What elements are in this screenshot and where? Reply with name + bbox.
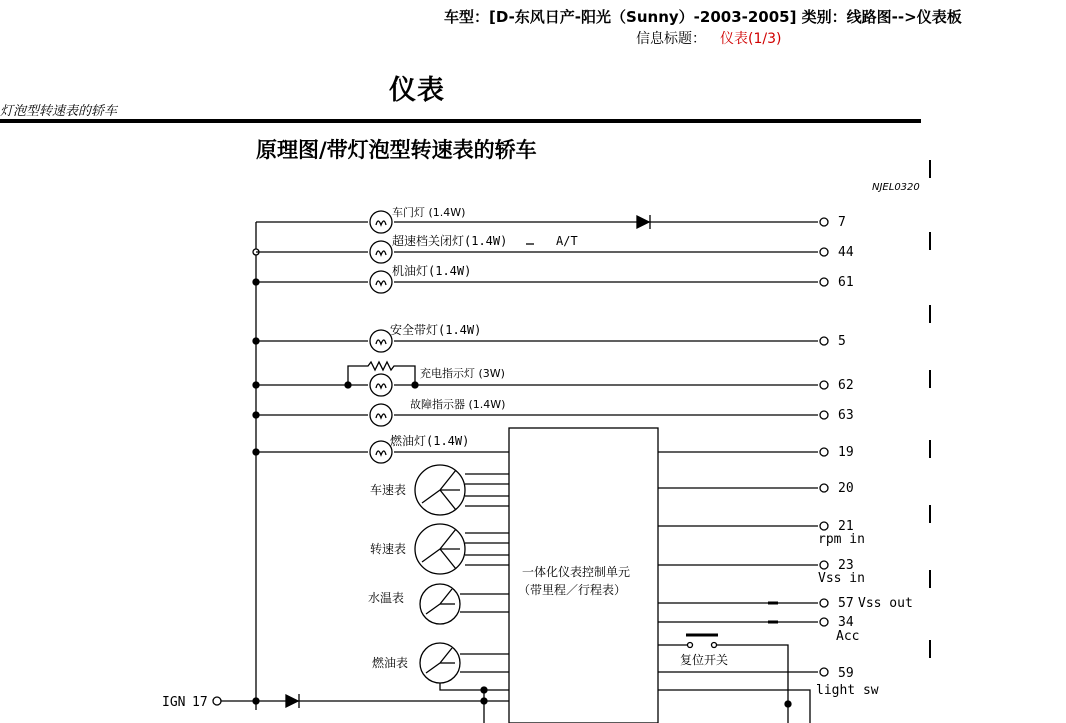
gauge-label: 水温表: [368, 591, 405, 605]
lamp-oil: [256, 263, 854, 293]
pin-signal-label: rpm in: [818, 532, 865, 547]
lamp-door: [256, 205, 846, 233]
info-title-label: 信息标题：: [636, 31, 706, 47]
page-title: 仪表: [389, 75, 445, 106]
lamp-seat-belt: [256, 322, 846, 352]
lamp-label: 机油灯(1.4W): [392, 264, 472, 278]
lamp-label: 故障指示器 (1.4W): [410, 398, 506, 411]
connector-pin: [820, 248, 828, 256]
gauge-label: 转速表: [370, 542, 407, 556]
pin-signal-label: light sw: [816, 683, 879, 698]
ign-pin: 17: [192, 695, 208, 710]
gauge-speedometer: [370, 465, 509, 515]
unit-pin-20: [658, 481, 854, 496]
diode-symbol: [286, 695, 298, 707]
lamp-fuel: [256, 433, 854, 463]
pin-number: 20: [838, 481, 854, 496]
pin-number: 44: [838, 245, 854, 260]
control-unit-name: 一体化仪表控制单元: [522, 565, 631, 579]
connector-pin: [820, 337, 828, 345]
connector-pin: [820, 668, 828, 676]
vehicle-model-header: 车型：[D-东风日产-阳光（Sunny）-2003-2005] 类别：线路图-->仪表板: [444, 8, 962, 26]
lamp-extra-label: A/T: [556, 234, 578, 248]
reset-switch: [658, 635, 788, 723]
connector-pin: [820, 218, 828, 226]
connector-pin: [820, 599, 828, 607]
unit-pin-59: [658, 666, 879, 723]
pin-number: 57: [838, 596, 854, 611]
lamp-label: 车门灯 (1.4W): [392, 206, 466, 219]
unit-pin-21: [658, 519, 865, 547]
pin-signal-label: Acc: [836, 629, 860, 644]
ign-input: [162, 690, 509, 723]
connector-pin: [820, 618, 828, 626]
section-label: 灯泡型转速表的轿车: [0, 104, 118, 119]
connector-pin: [820, 381, 828, 389]
pin-number: 23: [838, 558, 854, 573]
lamp-label: 超速档关闭灯(1.4W): [392, 234, 508, 248]
diagram-code: NJEL0320: [872, 182, 920, 193]
pin-number: 59: [838, 666, 854, 681]
gauge-fuel: [372, 643, 509, 693]
connector-pin: [820, 484, 828, 492]
control-unit-subtitle: （带里程／行程表）: [518, 583, 627, 597]
ign-label: IGN: [162, 695, 186, 710]
connector-pin: [820, 448, 828, 456]
lamp-charge: [256, 362, 854, 396]
unit-pin-23: [658, 558, 865, 586]
reset-switch-label: 复位开关: [680, 653, 729, 667]
unit-pin-34: [658, 615, 859, 644]
gauge-label: 车速表: [370, 483, 407, 497]
connector-pin: [820, 278, 828, 286]
pin-number: 61: [838, 275, 854, 290]
connector-pin: [820, 561, 828, 569]
pin-number: 62: [838, 378, 854, 393]
connector-pin: [213, 697, 221, 705]
connector-pin: [820, 411, 828, 419]
gauge-label: 燃油表: [372, 656, 409, 670]
pin-number: 5: [838, 334, 846, 349]
pin-number: 34: [838, 615, 854, 630]
lamp-label: 安全带灯(1.4W): [390, 323, 482, 337]
unit-pin-57: [658, 596, 913, 611]
connector-pin: [820, 522, 828, 530]
pin-signal-label: Vss in: [818, 571, 865, 586]
lamp-malfunction: [256, 397, 854, 426]
lamp-overdrive-off: [256, 233, 854, 263]
info-title-value[interactable]: 仪表(1/3): [720, 31, 782, 47]
pin-number: 63: [838, 408, 854, 423]
pin-signal-label: Vss out: [858, 596, 913, 611]
pin-number: 19: [838, 445, 854, 460]
pin-number: 7: [838, 215, 846, 230]
gauge-water-temp: [368, 584, 509, 624]
lamp-label: 充电指示灯 (3W): [420, 367, 505, 380]
diagram-title: 原理图/带灯泡型转速表的轿车: [256, 138, 537, 162]
gauge-tachometer: [370, 524, 509, 574]
diode-symbol: [637, 216, 649, 228]
pin-number: 21: [838, 519, 854, 534]
lamp-label: 燃油灯(1.4W): [390, 434, 470, 448]
